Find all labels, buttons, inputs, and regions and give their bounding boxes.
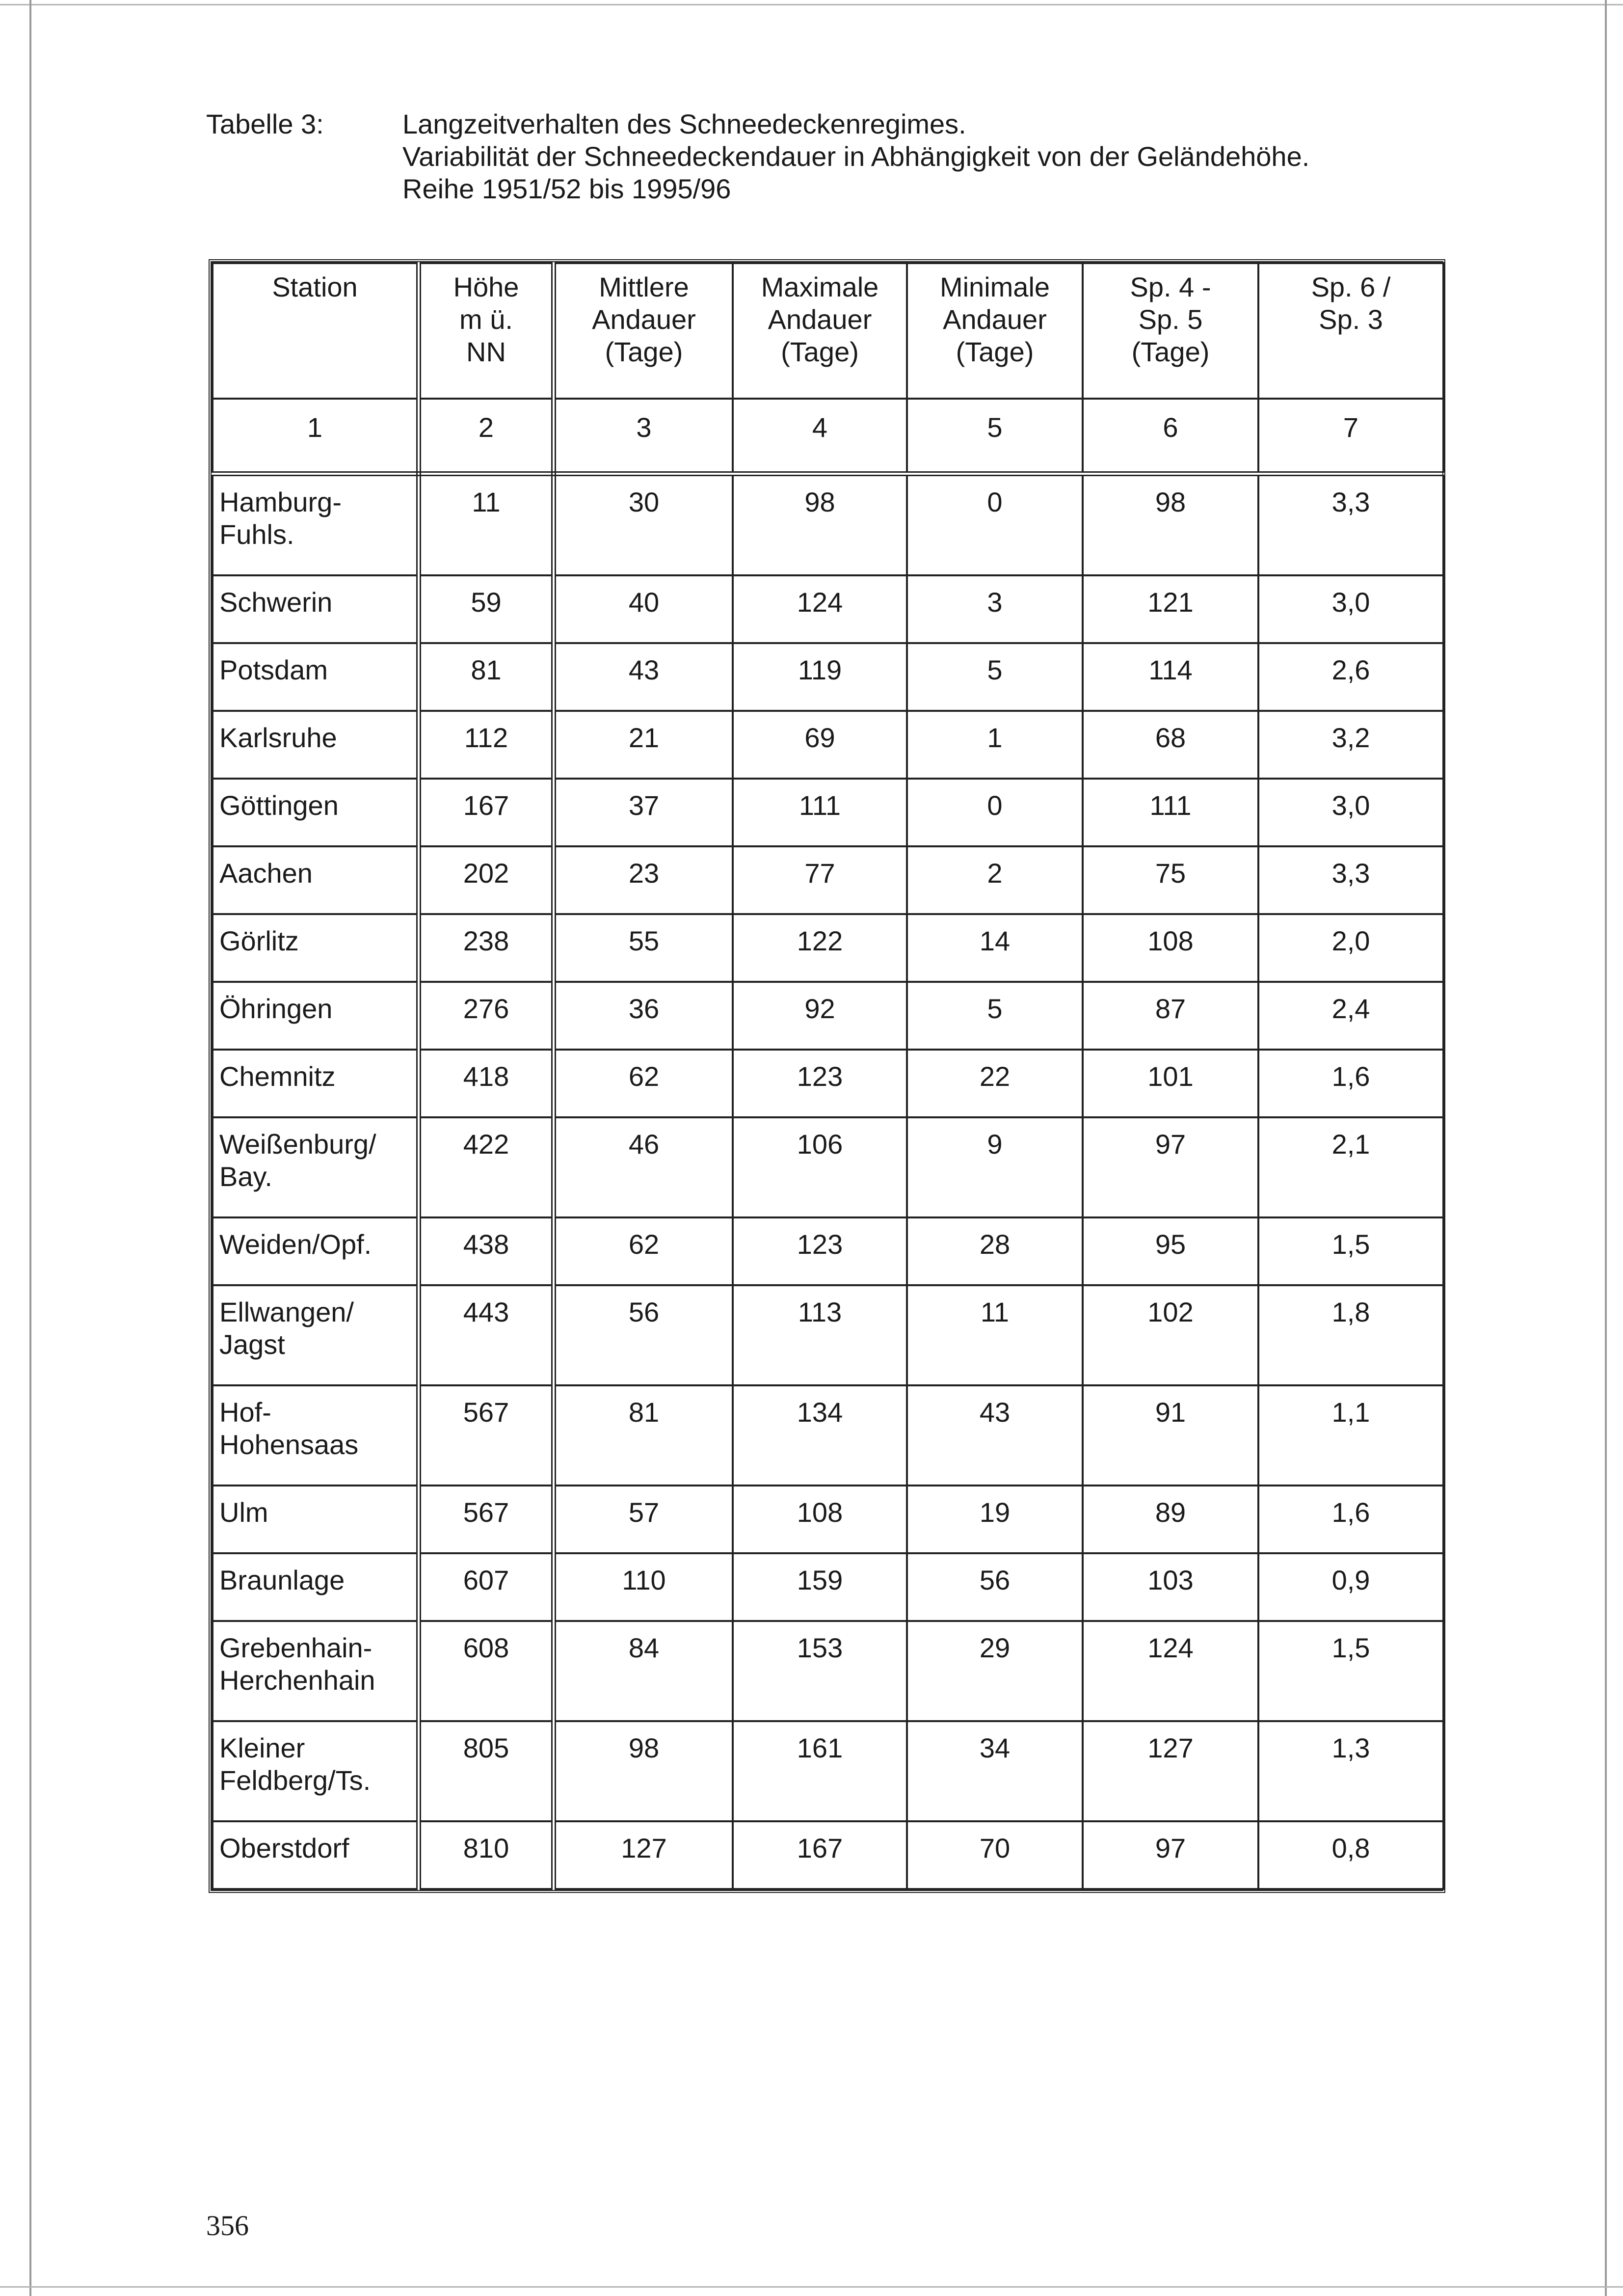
hoehe-cell: 418 (419, 1050, 554, 1117)
column-header (419, 263, 554, 399)
hoehe-cell: 438 (419, 1217, 554, 1285)
mittlere-cell: 98 (554, 1721, 733, 1821)
hoehe-cell: 422 (419, 1117, 554, 1217)
station-name-line: Chemnitz (219, 1061, 336, 1092)
maximale-cell: 98 (733, 474, 907, 575)
ratio-cell: 1,6 (1258, 1486, 1443, 1553)
station-name-line: Oberstdorf (219, 1833, 349, 1864)
hoehe-cell: 59 (419, 575, 554, 643)
column-header (733, 263, 907, 399)
ratio-cell: 2,4 (1258, 982, 1443, 1050)
minimale-cell: 56 (907, 1553, 1083, 1621)
column-header-line: Sp. 6 / (1311, 271, 1391, 302)
mittlere-cell: 84 (554, 1621, 733, 1721)
mittlere-cell: 36 (554, 982, 733, 1050)
column-header-line: Andauer (592, 304, 696, 335)
maximale-cell: 106 (733, 1117, 907, 1217)
column-header-line: Minimale (939, 271, 1050, 302)
hoehe-cell: 202 (419, 846, 554, 914)
column-number-row (213, 399, 1443, 474)
station-name-line: Potsdam (219, 654, 328, 685)
table-row (213, 846, 1443, 914)
station-cell (213, 575, 419, 643)
station-name-line: Feldberg/Ts. (219, 1765, 371, 1796)
minimale-cell: 29 (907, 1621, 1083, 1721)
mittlere-cell: 62 (554, 1050, 733, 1117)
diff-cell: 111 (1083, 779, 1258, 846)
table-row (213, 1285, 1443, 1385)
table-row (213, 1217, 1443, 1285)
ratio-cell: 1,3 (1258, 1721, 1443, 1821)
diff-cell: 101 (1083, 1050, 1258, 1117)
ratio-cell: 3,3 (1258, 846, 1443, 914)
maximale-cell: 134 (733, 1385, 907, 1486)
column-header-line: (Tage) (781, 336, 859, 367)
station-cell (213, 1553, 419, 1621)
hoehe-cell: 11 (419, 474, 554, 575)
column-header (554, 263, 733, 399)
table-row (213, 643, 1443, 711)
station-name-line: Kleiner (219, 1732, 305, 1763)
station-name-line: Hof- (219, 1397, 271, 1428)
station-name-line: Karlsruhe (219, 722, 337, 753)
table-row (213, 711, 1443, 779)
station-cell (213, 846, 419, 914)
table-row (213, 1553, 1443, 1621)
diff-cell: 127 (1083, 1721, 1258, 1821)
minimale-cell: 0 (907, 474, 1083, 575)
mittlere-cell: 21 (554, 711, 733, 779)
station-cell (213, 1217, 419, 1285)
mittlere-cell: 127 (554, 1821, 733, 1889)
column-header (213, 263, 419, 399)
table-body (213, 474, 1443, 1889)
station-cell (213, 1821, 419, 1889)
station-cell (213, 982, 419, 1050)
ratio-cell: 3,0 (1258, 779, 1443, 846)
column-header (907, 263, 1083, 399)
hoehe-cell: 805 (419, 1721, 554, 1821)
hoehe-cell: 607 (419, 1553, 554, 1621)
minimale-cell: 2 (907, 846, 1083, 914)
diff-cell: 91 (1083, 1385, 1258, 1486)
station-name-line: Braunlage (219, 1565, 345, 1595)
table-row (213, 1385, 1443, 1486)
maximale-cell: 153 (733, 1621, 907, 1721)
diff-cell: 97 (1083, 1821, 1258, 1889)
table-row (213, 1050, 1443, 1117)
station-name-line: Schwerin (219, 587, 333, 618)
column-number: 4 (733, 399, 907, 474)
maximale-cell: 159 (733, 1553, 907, 1621)
maximale-cell: 161 (733, 1721, 907, 1821)
hoehe-cell: 608 (419, 1621, 554, 1721)
minimale-cell: 9 (907, 1117, 1083, 1217)
ratio-cell: 3,0 (1258, 575, 1443, 643)
station-cell (213, 474, 419, 575)
mittlere-cell: 57 (554, 1486, 733, 1553)
hoehe-cell: 443 (419, 1285, 554, 1385)
maximale-cell: 119 (733, 643, 907, 711)
mittlere-cell: 110 (554, 1553, 733, 1621)
station-cell (213, 1721, 419, 1821)
page-edge-bottom (0, 2286, 1623, 2288)
ratio-cell: 1,6 (1258, 1050, 1443, 1117)
column-header-line: Andauer (943, 304, 1047, 335)
maximale-cell: 123 (733, 1050, 907, 1117)
station-name-line: Ulm (219, 1497, 268, 1528)
column-header-line: Station (272, 271, 358, 302)
ratio-cell: 0,8 (1258, 1821, 1443, 1889)
minimale-cell: 5 (907, 982, 1083, 1050)
minimale-cell: 0 (907, 779, 1083, 846)
column-number: 6 (1083, 399, 1258, 474)
minimale-cell: 5 (907, 643, 1083, 711)
station-name-line: Aachen (219, 858, 313, 889)
mittlere-cell: 37 (554, 779, 733, 846)
table-row (213, 1117, 1443, 1217)
column-header-line: Sp. 3 (1319, 304, 1383, 335)
minimale-cell: 3 (907, 575, 1083, 643)
diff-cell: 87 (1083, 982, 1258, 1050)
station-cell (213, 711, 419, 779)
station-cell (213, 643, 419, 711)
mittlere-cell: 81 (554, 1385, 733, 1486)
ratio-cell: 1,5 (1258, 1217, 1443, 1285)
diff-cell: 89 (1083, 1486, 1258, 1553)
column-header-line: Andauer (768, 304, 872, 335)
station-name-line: Ellwangen/ (219, 1297, 354, 1327)
caption-line: Langzeitverhalten des Schneedeckenregimes. (402, 108, 966, 139)
station-name-line: Göttingen (219, 790, 339, 821)
mittlere-cell: 55 (554, 914, 733, 982)
minimale-cell: 1 (907, 711, 1083, 779)
maximale-cell: 123 (733, 1217, 907, 1285)
hoehe-cell: 810 (419, 1821, 554, 1889)
page-number: 356 (206, 2210, 249, 2242)
mittlere-cell: 62 (554, 1217, 733, 1285)
column-header-line: Höhe (453, 271, 519, 302)
station-name-line: Weiden/Opf. (219, 1229, 372, 1260)
table-row (213, 474, 1443, 575)
maximale-cell: 92 (733, 982, 907, 1050)
station-name-line: Hamburg- (219, 486, 342, 517)
column-header (1258, 263, 1443, 399)
station-cell (213, 1385, 419, 1486)
station-name-line: Herchenhain (219, 1665, 375, 1696)
table-row (213, 1621, 1443, 1721)
column-number: 3 (554, 399, 733, 474)
station-name-line: Öhringen (219, 993, 333, 1024)
caption-lines (402, 108, 1623, 205)
diff-cell: 108 (1083, 914, 1258, 982)
diff-cell: 121 (1083, 575, 1258, 643)
hoehe-cell: 81 (419, 643, 554, 711)
mittlere-cell: 43 (554, 643, 733, 711)
maximale-cell: 69 (733, 711, 907, 779)
ratio-cell: 3,3 (1258, 474, 1443, 575)
maximale-cell: 122 (733, 914, 907, 982)
station-cell (213, 914, 419, 982)
column-header-line: Sp. 5 (1138, 304, 1203, 335)
maximale-cell: 108 (733, 1486, 907, 1553)
page-edge-top (0, 4, 1623, 5)
caption-line: Reihe 1951/52 bis 1995/96 (402, 173, 731, 204)
mittlere-cell: 46 (554, 1117, 733, 1217)
maximale-cell: 113 (733, 1285, 907, 1385)
ratio-cell: 2,0 (1258, 914, 1443, 982)
snow-cover-table (212, 262, 1444, 1890)
table-row (213, 1486, 1443, 1553)
hoehe-cell: 112 (419, 711, 554, 779)
minimale-cell: 14 (907, 914, 1083, 982)
hoehe-cell: 567 (419, 1486, 554, 1553)
page-edge-left (29, 0, 31, 2296)
minimale-cell: 11 (907, 1285, 1083, 1385)
ratio-cell: 1,1 (1258, 1385, 1443, 1486)
mittlere-cell: 30 (554, 474, 733, 575)
maximale-cell: 167 (733, 1821, 907, 1889)
diff-cell: 75 (1083, 846, 1258, 914)
station-cell (213, 1621, 419, 1721)
column-header-line: NN (466, 336, 506, 367)
mittlere-cell: 56 (554, 1285, 733, 1385)
caption-label: Tabelle 3: (206, 108, 324, 139)
station-name-line: Bay. (219, 1161, 272, 1192)
ratio-cell: 1,5 (1258, 1621, 1443, 1721)
table-row (213, 914, 1443, 982)
header-row (213, 263, 1443, 399)
minimale-cell: 19 (907, 1486, 1083, 1553)
station-name-line: Weißenburg/ (219, 1129, 376, 1160)
station-cell (213, 1050, 419, 1117)
caption-line: Variabilität der Schneedeckendauer in Abhängigkeit von der Geländehöhe. (402, 141, 1310, 172)
station-cell (213, 1486, 419, 1553)
station-name-line: Görlitz (219, 925, 299, 956)
station-name-line: Hohensaas (219, 1429, 359, 1460)
maximale-cell: 124 (733, 575, 907, 643)
station-cell (213, 1285, 419, 1385)
diff-cell: 98 (1083, 474, 1258, 575)
column-number: 1 (213, 399, 419, 474)
diff-cell: 95 (1083, 1217, 1258, 1285)
diff-cell: 103 (1083, 1553, 1258, 1621)
station-cell (213, 779, 419, 846)
station-name-line: Fuhls. (219, 519, 294, 550)
column-header-line: (Tage) (605, 336, 683, 367)
diff-cell: 97 (1083, 1117, 1258, 1217)
column-header-line: Mittlere (599, 271, 689, 302)
ratio-cell: 1,8 (1258, 1285, 1443, 1385)
table-row (213, 1721, 1443, 1821)
column-header-line: Sp. 4 - (1130, 271, 1211, 302)
hoehe-cell: 167 (419, 779, 554, 846)
diff-cell: 102 (1083, 1285, 1258, 1385)
table-row (213, 1821, 1443, 1889)
ratio-cell: 2,6 (1258, 643, 1443, 711)
column-header-line: m ü. (459, 304, 513, 335)
mittlere-cell: 23 (554, 846, 733, 914)
mittlere-cell: 40 (554, 575, 733, 643)
diff-cell: 124 (1083, 1621, 1258, 1721)
station-cell (213, 1117, 419, 1217)
ratio-cell: 2,1 (1258, 1117, 1443, 1217)
column-header-line: (Tage) (956, 336, 1034, 367)
column-number: 2 (419, 399, 554, 474)
minimale-cell: 22 (907, 1050, 1083, 1117)
table-header (213, 263, 1443, 474)
diff-cell: 68 (1083, 711, 1258, 779)
column-number: 5 (907, 399, 1083, 474)
diff-cell: 114 (1083, 643, 1258, 711)
minimale-cell: 70 (907, 1821, 1083, 1889)
table-row (213, 982, 1443, 1050)
data-table-frame (209, 259, 1445, 1893)
ratio-cell: 3,2 (1258, 711, 1443, 779)
column-number: 7 (1258, 399, 1443, 474)
station-name-line: Jagst (219, 1329, 285, 1360)
table-row (213, 575, 1443, 643)
column-header-line: (Tage) (1131, 336, 1210, 367)
column-header-line: Maximale (761, 271, 879, 302)
minimale-cell: 28 (907, 1217, 1083, 1285)
hoehe-cell: 567 (419, 1385, 554, 1486)
station-name-line: Grebenhain- (219, 1632, 372, 1663)
maximale-cell: 111 (733, 779, 907, 846)
minimale-cell: 34 (907, 1721, 1083, 1821)
column-header (1083, 263, 1258, 399)
table-row (213, 779, 1443, 846)
maximale-cell: 77 (733, 846, 907, 914)
hoehe-cell: 276 (419, 982, 554, 1050)
hoehe-cell: 238 (419, 914, 554, 982)
page-edge-right (1605, 0, 1607, 2296)
ratio-cell: 0,9 (1258, 1553, 1443, 1621)
minimale-cell: 43 (907, 1385, 1083, 1486)
